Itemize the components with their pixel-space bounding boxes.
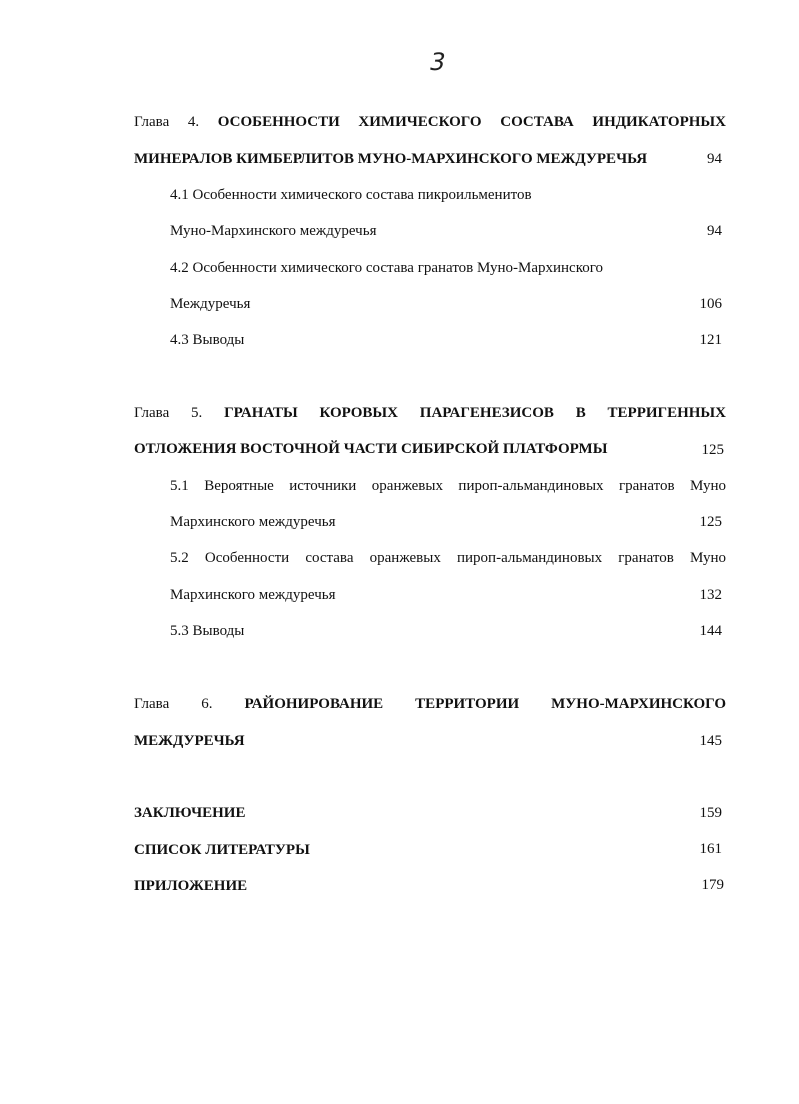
section-4-3-line1: 4.3 Выводы — [170, 332, 245, 348]
section-5-1-page: 125 — [699, 514, 722, 530]
section-5-2-line1: 5.2 Особенности состава оранжевых пироп-альмандиновых гранатов Муно — [170, 550, 726, 566]
chapter-4-title-line2: МИНЕРАЛОВ КИМБЕРЛИТОВ МУНО-МАРХИНСКОГО МЕЖДУРЕЧЬЯ — [134, 151, 648, 167]
section-4-2-page: 106 — [699, 296, 722, 312]
section-4-2-line2: Междуречья — [170, 296, 251, 312]
section-4-2-line1: 4.2 Особенности химического состава гранатов Муно-Мархинского — [170, 260, 604, 276]
chapter-6-prefix: Глава 6. — [134, 696, 213, 712]
references-page: 161 — [699, 841, 722, 857]
chapter-5-title-line2: ОТЛОЖЕНИЯ ВОСТОЧНОЙ ЧАСТИ СИБИРСКОЙ ПЛАТФОРМЫ — [134, 441, 608, 457]
chapter-4-page: 94 — [707, 151, 722, 167]
chapter-4-title-line1: ОСОБЕННОСТИ ХИМИЧЕСКОГО СОСТАВА ИНДИКАТОРНЫХ — [217, 114, 726, 130]
conclusion-label: ЗАКЛЮЧЕНИЕ — [134, 805, 246, 821]
section-4-1-line1: 4.1 Особенности химического состава пикроильменитов — [170, 187, 532, 203]
chapter-5-page: 125 — [701, 442, 724, 458]
page-number: 3 — [427, 48, 449, 76]
chapter-4-heading-line1 — [134, 112, 726, 132]
chapter-6-page: 145 — [699, 733, 722, 749]
appendix-label: ПРИЛОЖЕНИЕ — [134, 878, 248, 894]
chapter-4-prefix: Глава 4. — [134, 114, 200, 130]
chapter-5-title-line1: ГРАНАТЫ КОРОВЫХ ПАРАГЕНЕЗИСОВ В ТЕРРИГЕННЫХ — [224, 405, 726, 421]
section-5-2-page: 132 — [699, 587, 722, 603]
section-5-1-line1: 5.1 Вероятные источники оранжевых пироп-альмандиновых гранатов Муно — [170, 478, 726, 494]
conclusion-page: 159 — [699, 805, 722, 821]
appendix-page: 179 — [701, 877, 724, 893]
chapter-5-heading-line1 — [134, 403, 726, 423]
section-4-1-page: 94 — [707, 223, 722, 239]
references-label: СПИСОК ЛИТЕРАТУРЫ — [134, 842, 310, 858]
section-4-1-line2: Муно-Мархинского междуречья — [170, 223, 377, 239]
chapter-6-title-line1: РАЙОНИРОВАНИЕ ТЕРРИТОРИИ МУНО-МАРХИНСКОГО — [244, 696, 726, 712]
section-5-3-page: 144 — [699, 623, 722, 639]
section-5-1-line2: Мархинского междуречья — [170, 514, 336, 530]
chapter-6-heading-line1 — [134, 694, 726, 714]
section-5-2-line2: Мархинского междуречья — [170, 587, 336, 603]
chapter-6-title-line2: МЕЖДУРЕЧЬЯ — [134, 733, 245, 749]
section-5-3-line1: 5.3 Выводы — [170, 623, 245, 639]
section-4-3-page: 121 — [699, 332, 722, 348]
chapter-5-prefix: Глава 5. — [134, 405, 203, 421]
